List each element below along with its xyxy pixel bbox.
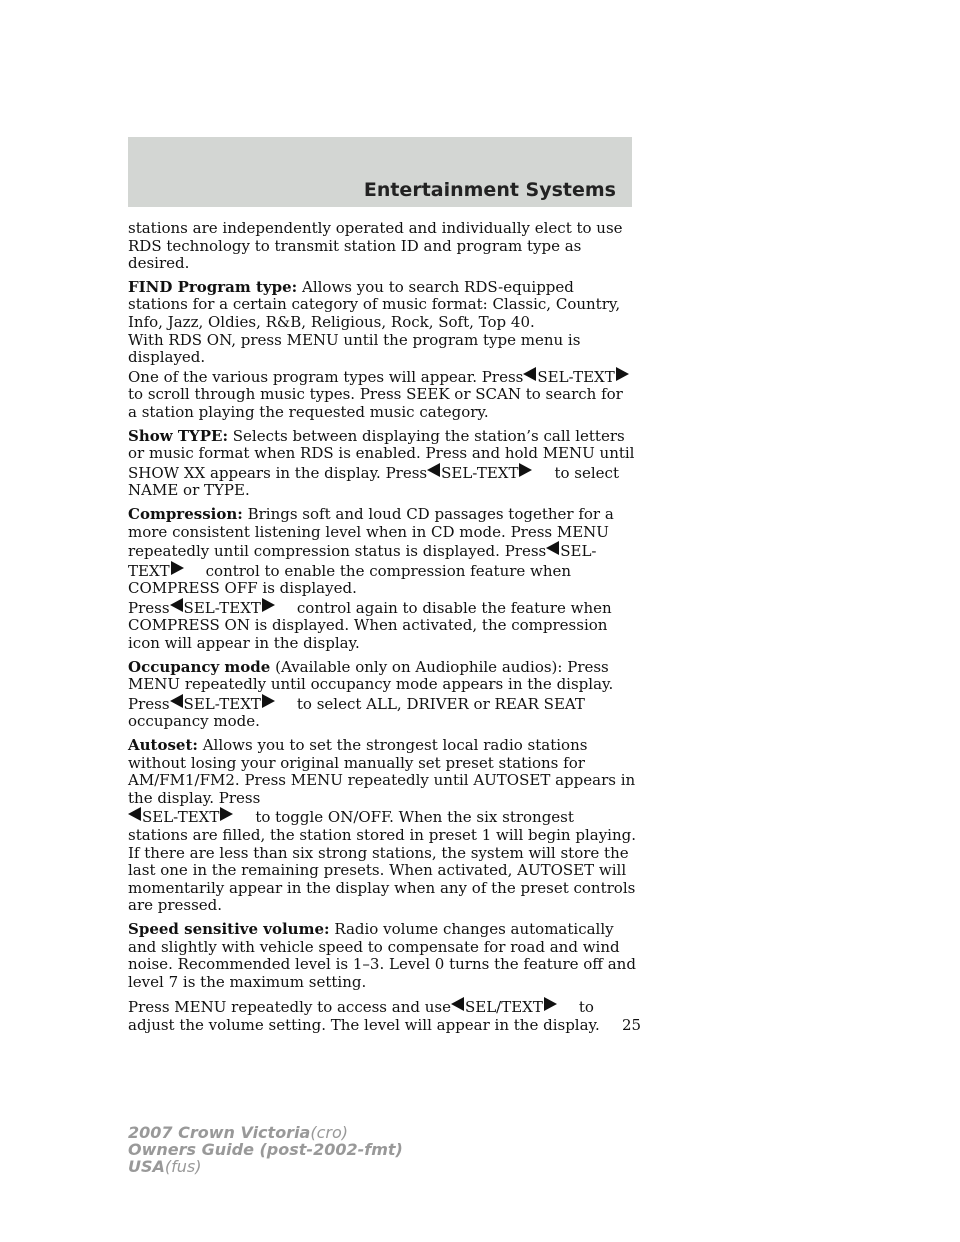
occupancy-label: Occupancy mode xyxy=(128,657,271,676)
paragraph-compression: Compression: Brings soft and loud CD passages together for a more consistent listening level when in CD mode. Press MENU repeatedly until compression status is displayed. Press SEL-TEXT control to enable the compression feature when COMPRESS OFF is displayed. Press SEL-TEXT control again to disable the feature when COMPRESS ON is displayed. When activated, the compression icon will appear in the display. xyxy=(128,504,614,653)
paragraph-occupancy-mode: Occupancy mode (Available only on Audiophile audios): Press MENU repeatedly until occupancy mode appears in the display. Press SEL-TEXT to select ALL, DRIVER or REAR SEAT occupancy mode. xyxy=(128,657,614,731)
footer-model: 2007 Crown Victoria xyxy=(128,1123,311,1142)
section-title: Entertainment Systems xyxy=(363,179,616,201)
paragraph-autoset: Autoset: Allows you to set the strongest local radio stations without losing your original manually set preset stations for AM/FM1/FM2. Press MENU repeatedly until AUTOSET appears in the display. Press SEL-TEXT to toggle ON/OFF. When the six strongest stations are filled, the station stored in preset 1 will begin playing. If there are less than six strong stations, the system will store the last one in the remaining presets. When activated, AUTOSET will momentarily appear in the display when any of the preset controls are pressed. xyxy=(128,736,636,915)
autoset-label: Autoset: xyxy=(128,736,198,755)
left-arrow-icon xyxy=(546,541,559,555)
left-arrow-icon xyxy=(523,367,536,381)
footer-guide: Owners Guide (post-2002-fmt) xyxy=(128,1140,403,1159)
page-number: 25 xyxy=(622,1016,642,1034)
paragraph-intro: stations are independently operated and individually elect to use RDS technology to transmit station ID and program type as desired. xyxy=(128,219,623,273)
compression-label: Compression: xyxy=(128,504,243,523)
left-arrow-icon xyxy=(170,694,183,708)
paragraph-speed-volume-adjust: Press MENU repeatedly to access and use SEL/TEXT to adjust the volume setting. The level will appear in the display. xyxy=(128,998,600,1034)
find-label: FIND Program type: xyxy=(128,277,298,296)
right-arrow-icon xyxy=(519,463,532,477)
right-arrow-icon xyxy=(171,561,184,575)
paragraph-show-type: Show TYPE: Selects between displaying the station’s call letters or music format when RDS is enabled. Press and hold MENU until SHOW XX appears in the display. Press SEL-TEXT to select NAME or TYPE. xyxy=(128,426,635,500)
paragraph-find-program-type: FIND Program type: Allows you to search RDS-equipped stations for a certain category of music format: Classic, Country, Info, Jazz, Oldies, R&B, Religious, Rock, Soft, Top 40. With RDS ON, press MENU until the program type menu is displayed. One of the various program types will appear. Press SEL-TEXT to scroll through music types. Press SEEK or SCAN to search for a station playing the requested music category. xyxy=(128,279,636,422)
right-arrow-icon xyxy=(262,598,275,612)
right-arrow-icon xyxy=(616,367,629,381)
right-arrow-icon xyxy=(220,807,233,821)
left-arrow-icon xyxy=(427,463,440,477)
left-arrow-icon xyxy=(128,807,141,821)
page-content xyxy=(128,220,636,1041)
right-arrow-icon xyxy=(544,997,557,1011)
footer-region: USA xyxy=(128,1157,165,1176)
section-header xyxy=(128,137,632,207)
right-arrow-icon xyxy=(262,694,275,708)
paragraph-speed-sensitive-volume: Speed sensitive volume: Radio volume changes automatically and slightly with vehicle speed to compensate for road and wind noise. Recommended level is 1–3. Level 0 turns the feature off and level 7 is the maximum setting. xyxy=(128,919,636,991)
document-footer: 2007 Crown Victoria(cro) Owners Guide (post-2002-fmt) USA(fus) xyxy=(128,1123,403,1176)
left-arrow-icon xyxy=(170,598,183,612)
show-label: Show TYPE: xyxy=(128,426,228,445)
left-arrow-icon xyxy=(451,997,464,1011)
speed-label: Speed sensitive volume: xyxy=(128,919,330,938)
